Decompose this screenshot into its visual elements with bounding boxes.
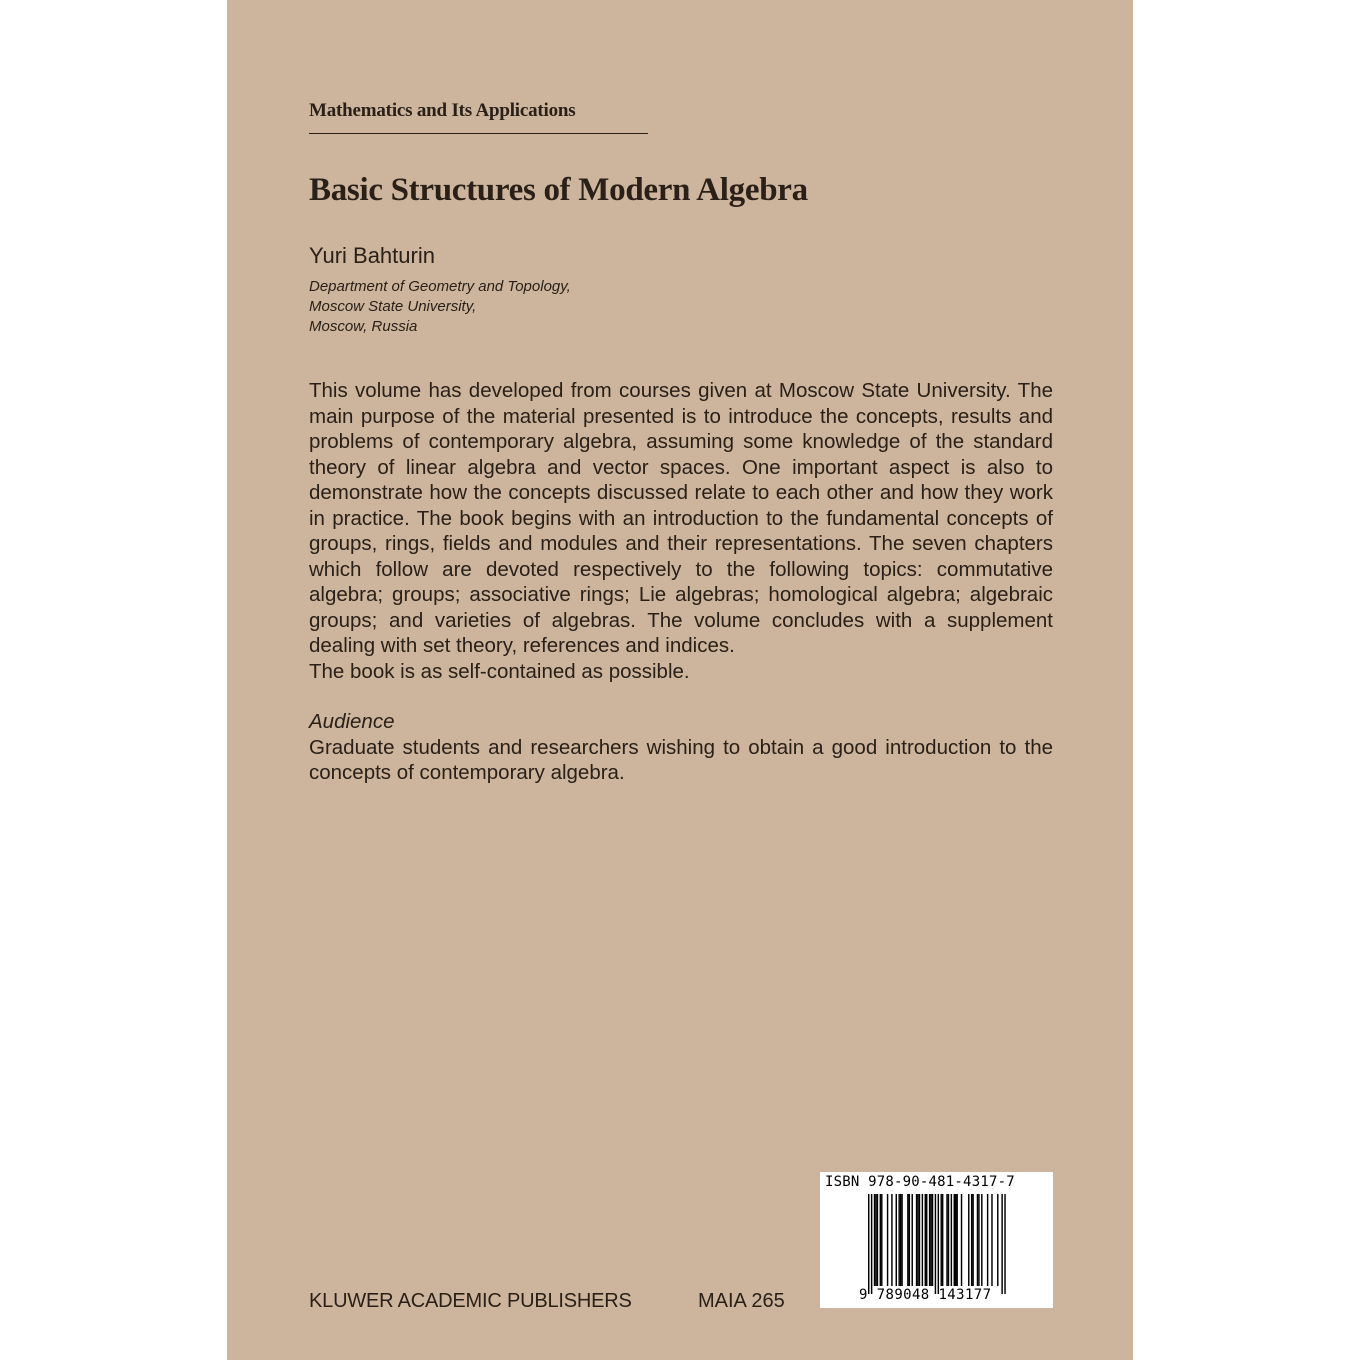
barcode-bar (941, 1194, 942, 1286)
barcode-bar (909, 1194, 910, 1286)
barcode-bar (1001, 1194, 1002, 1294)
barcode-bar (912, 1194, 913, 1286)
barcode-bar (971, 1194, 972, 1286)
barcode-bar (935, 1194, 936, 1294)
blurb (309, 378, 1053, 786)
series-underline (309, 133, 648, 134)
barcode-bar (932, 1194, 933, 1286)
barcode-bar (868, 1194, 869, 1294)
barcode-bar (877, 1194, 878, 1286)
barcode-bar (1004, 1194, 1005, 1294)
author-name: Yuri Bahturin (309, 243, 435, 268)
barcode-bar (987, 1194, 988, 1286)
barcode-bar (997, 1194, 998, 1286)
barcode-bar (930, 1194, 931, 1286)
isbn-label: ISBN 978-90-481-4317-7 (825, 1174, 1015, 1190)
affiliation-line: Department of Geometry and Topology, (309, 278, 571, 295)
barcode-number: 9 789048 143177 (859, 1287, 992, 1303)
barcode-bar (874, 1194, 875, 1286)
barcode-bar (955, 1194, 956, 1286)
series-name: Mathematics and Its Applications (309, 100, 576, 121)
barcode-bar (972, 1194, 973, 1286)
author-affiliation (309, 277, 571, 337)
audience-heading: Audience (309, 710, 395, 733)
barcode-bar (977, 1194, 978, 1286)
barcode-panel (820, 1172, 1053, 1308)
barcode-bar (968, 1194, 969, 1286)
barcode-bar (948, 1194, 949, 1286)
barcode-bar (907, 1194, 908, 1286)
barcode-bar (896, 1194, 897, 1286)
barcode-bar (961, 1194, 962, 1286)
series-code: MAIA 265 (698, 1290, 785, 1312)
barcode-bar (981, 1194, 982, 1286)
barcode-bar (881, 1194, 882, 1286)
barcode-bar (871, 1194, 872, 1294)
back-cover (227, 0, 1133, 1360)
barcode-bar (891, 1194, 892, 1286)
barcode-bar (900, 1194, 901, 1286)
barcode-bar (887, 1194, 888, 1286)
barcode-bar (951, 1194, 952, 1286)
book-title: Basic Structures of Modern Algebra (309, 172, 808, 208)
barcode-bar (922, 1194, 923, 1286)
barcode-bar (956, 1194, 957, 1286)
barcode-bar (954, 1194, 955, 1286)
barcode-bar (938, 1194, 939, 1294)
barcode-bar (991, 1194, 992, 1286)
barcode-bar (925, 1194, 926, 1286)
barcode-bar (929, 1194, 930, 1286)
barcode-bar (926, 1194, 927, 1286)
self-contained-note: The book is as self-contained as possible. (309, 659, 690, 683)
barcode-bar (880, 1194, 881, 1286)
barcode-bar (919, 1194, 920, 1286)
barcode-bar (875, 1194, 876, 1286)
barcode-bar (917, 1194, 918, 1286)
affiliation-line: Moscow State University, (309, 298, 477, 315)
audience-text: Graduate students and researchers wishing to obtain a good introduction to the concepts of contemporary algebra. (309, 735, 1053, 784)
publisher-name: KLUWER ACADEMIC PUBLISHERS (309, 1290, 632, 1312)
barcode-bar (946, 1194, 947, 1286)
description-paragraph: This volume has developed from courses given at Moscow State University. The main purpose of the material presented is to introduce the concepts, results and problems of contemporary algebra, assuming some knowledge of the standard theory of linear algebra and vector spaces. One important aspect is also to demonstrate how the concepts discussed relate to each other and how they work in practice. The book begins with an introduction to the fundamental concepts of groups, rings, fields and modules and their representations. The seven chapters which follow are devoted respectively to the following topics: commutative algebra; groups; associative rings; Lie algebras; homological algebra; algebraic groups; and varieties of algebras. The volume concludes with a supplement dealing with set theory, references and indices. (309, 379, 1053, 657)
barcode-bar (916, 1194, 917, 1286)
barcode-bar (898, 1194, 899, 1286)
affiliation-line: Moscow, Russia (309, 318, 418, 335)
barcode-bar (901, 1194, 902, 1286)
barcode-bar (942, 1194, 943, 1286)
barcode-bar (978, 1194, 979, 1286)
